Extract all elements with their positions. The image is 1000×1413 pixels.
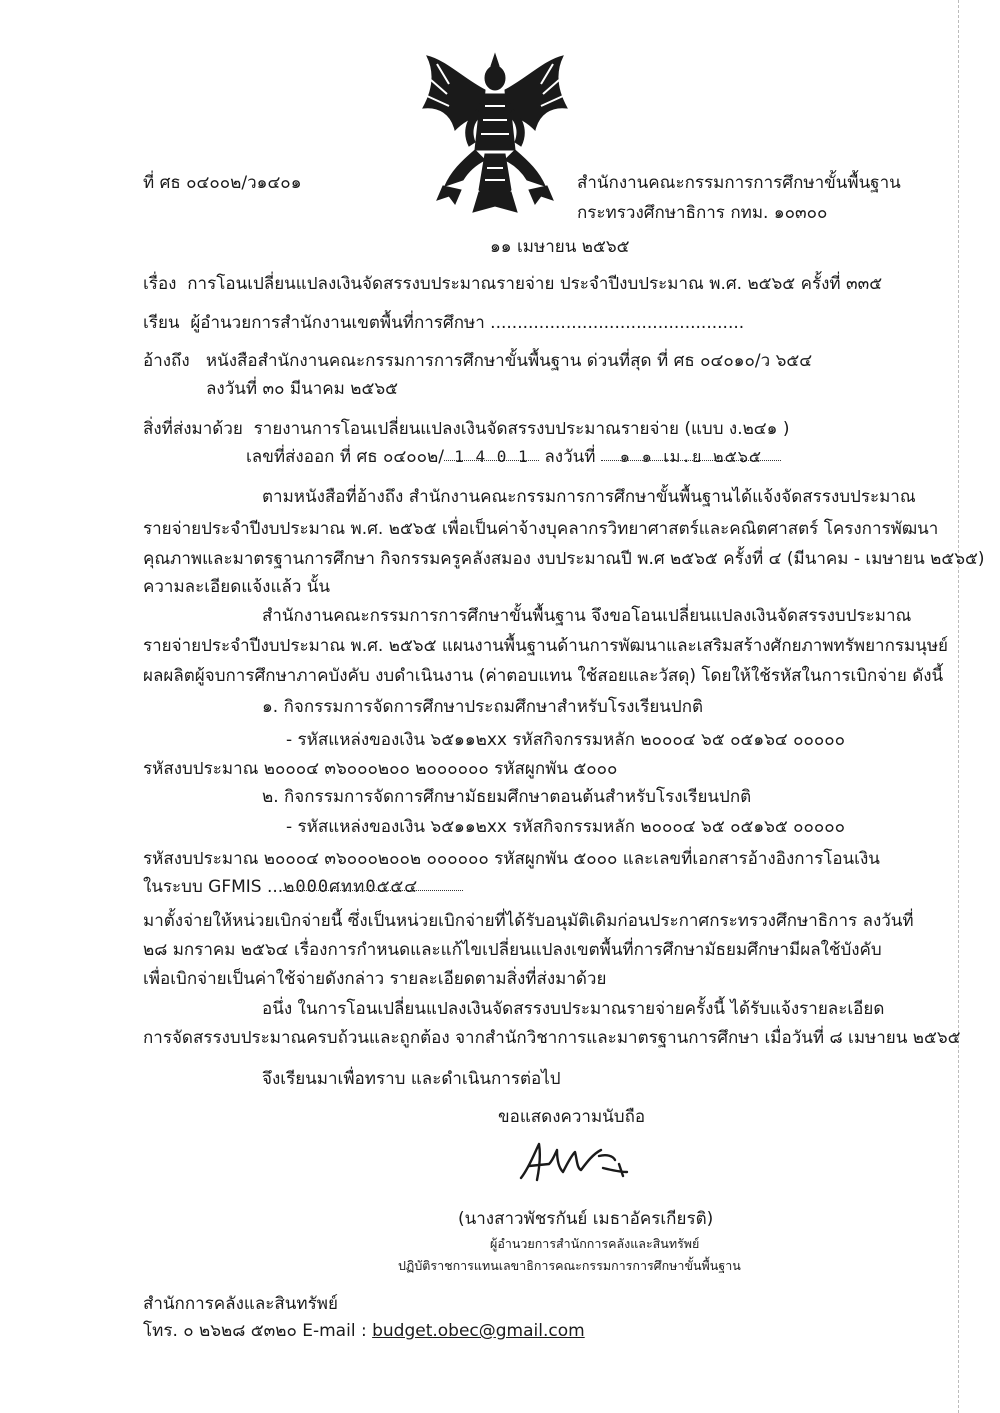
salutation: ขอแสดงความนับถือ: [498, 1107, 646, 1127]
gfmis-label: ในระบบ GFMIS ...: [143, 877, 284, 897]
para3-line2: ๒๘ มกราคม ๒๕๖๔ เรื่องการกำหนดและแก้ไขเปลี่ยนแปลงเขตพื้นที่การศึกษามัธยมศึกษามีผลใช้บังคับ: [143, 940, 882, 960]
para1-line3: คุณภาพและมาตรฐานการศึกษา กิจกรรมครูคลังสมอง งบประมาณปี พ.ศ ๒๕๖๕ ครั้งที่ ๔ (มีนาคม - เมษายน ๒๕๖๕): [143, 549, 985, 569]
signer-title: ผู้อำนวยการสำนักการคลังและสินทรัพย์: [490, 1236, 700, 1251]
para2-line1: สำนักงานคณะกรรมการการศึกษาขั้นพื้นฐาน จึงขอโอนเปลี่ยนแปลงเงินจัดสรรงบประมาณ: [262, 606, 912, 626]
recipient-text: ผู้อำนวยการสำนักงานเขตพื้นที่การศึกษา ...............................................: [190, 313, 745, 333]
export-date-handwritten: ๑ ๑ เม.ย ๒๕๖๕: [601, 446, 781, 461]
document-date: ๑๑ เมษายน ๒๕๖๕: [490, 237, 630, 257]
garuda-emblem-icon: [415, 50, 575, 220]
para3-line1: มาตั้งจ่ายให้หน่วยเบิกจ่ายนี้ ซึ่งเป็นหน่วยเบิกจ่ายที่ได้รับอนุมัติเดิมก่อนประกาศกระทรวงศึกษาธิการ ลงวันที่: [143, 911, 914, 931]
export-number-prefix: เลขที่ส่งออก ที่ ศธ ๐๔๐๐๒/: [246, 447, 444, 467]
para4-line2: การจัดสรรงบประมาณครบถ้วนและถูกต้อง จากสำนักวิชาการและมาตรฐานการศึกษา เมื่อวันที่ ๘ เมษายน ๒๕๖๕: [143, 1028, 961, 1048]
para2-line3: ผลผลิตผู้จบการศึกษาภาคบังคับ งบดำเนินงาน (ค่าตอบแทน ใช้สอยและวัสดุ) โดยให้ใช้รหัสในการเบิกจ่าย ดังนี้: [143, 666, 944, 686]
para1-line2: รายจ่ายประจำปีงบประมาณ พ.ศ. ๒๕๖๕ เพื่อเป็นค่าจ้างบุคลากรวิทยาศาสตร์และคณิตศาสตร์ โครงการพัฒนา: [143, 519, 939, 539]
para2-line2: รายจ่ายประจำปีงบประมาณ พ.ศ. ๒๕๖๕ แผนงานพื้นฐานด้านการพัฒนาและเสริมสร้างศักยภาพทรัพยากรมนุษย์: [143, 636, 949, 656]
reference-number: ที่ ศธ ๐๔๐๐๒/ว๑๔๐๑: [143, 173, 302, 193]
export-date-label: ลงวันที่: [544, 447, 596, 467]
item2-budget: รหัสงบประมาณ ๒๐๐๐๔ ๓๖๐๐๐๒๐๐๒ ๐๐๐๐๐๐ รหัสผูกพัน ๕๐๐๐ และเลขที่เอกสารอ้างอิงการโอนเงิน: [143, 849, 880, 869]
reference-date: ลงวันที่ ๓๐ มีนาคม ๒๕๖๕: [206, 379, 398, 399]
reference-text: หนังสือสำนักงานคณะกรรมการการศึกษาขั้นพื้นฐาน ด่วนที่สุด ที่ ศธ ๐๔๐๑๐/ว ๖๕๔: [205, 351, 813, 371]
enclosure-label: สิ่งที่ส่งมาด้วย: [143, 419, 243, 439]
closing-line: จึงเรียนมาเพื่อทราบ และดำเนินการต่อไป: [262, 1069, 561, 1089]
para3-line3: เพื่อเบิกจ่ายเป็นค่าใช้จ่ายดังกล่าว รายละเอียดตามสิ่งที่ส่งมาด้วย: [143, 969, 607, 989]
export-number-line: [246, 446, 781, 468]
handwritten-signature-icon: [515, 1138, 635, 1188]
para1-line4: ความละเอียดแจ้งแล้ว นั้น: [143, 577, 331, 597]
binding-margin-line: [958, 0, 959, 1413]
gfmis-handwritten-value: ๒000ศทท0๕๕๔: [283, 876, 463, 891]
office-name: สำนักงานคณะกรรมการการศึกษาขั้นพื้นฐาน: [577, 173, 901, 193]
enclosure-text: รายงานการโอนเปลี่ยนแปลงเงินจัดสรรงบประมาณรายจ่าย (แบบ ง.๒๔๑ ): [253, 419, 790, 439]
export-number-handwritten: 1 4 0 1: [444, 446, 539, 461]
footer-email-link[interactable]: budget.obec@gmail.com: [372, 1321, 585, 1341]
subject-line: [143, 273, 882, 295]
footer-department: สำนักการคลังและสินทรัพย์: [143, 1294, 338, 1314]
item1-title: ๑. กิจกรรมการจัดการศึกษาประถมศึกษาสำหรับโรงเรียนปกติ: [262, 697, 704, 717]
subject-label: เรื่อง: [143, 274, 177, 294]
footer-contact: [143, 1320, 585, 1342]
item2-title: ๒. กิจกรรมการจัดการศึกษามัธยมศึกษาตอนต้นสำหรับโรงเรียนปกติ: [262, 787, 752, 807]
item1-codes: - รหัสแหล่งของเงิน ๖๕๑๑๒xx รหัสกิจกรรมหลัก ๒๐๐๐๔ ๖๕ ๐๕๑๖๔ ๐๐๐๐๐: [286, 730, 846, 750]
office-address: กระทรวงศึกษาธิการ กทม. ๑๐๓๐๐: [577, 203, 828, 223]
reference-label: อ้างถึง: [143, 351, 190, 371]
reference-line: [143, 350, 812, 372]
item1-budget: รหัสงบประมาณ ๒๐๐๐๔ ๓๖๐๐๐๒๐๐ ๒๐๐๐๐๐๐ รหัสผูกพัน ๕๐๐๐: [143, 759, 618, 779]
enclosure-line: [143, 418, 790, 440]
gfmis-line: [143, 876, 463, 898]
subject-text: การโอนเปลี่ยนแปลงเงินจัดสรรงบประมาณรายจ่าย ประจำปีงบประมาณ พ.ศ. ๒๕๖๕ ครั้งที่ ๓๓๕: [187, 274, 883, 294]
footer-phone: โทร. ๐ ๒๖๒๘ ๕๓๒๐ E-mail :: [143, 1321, 373, 1341]
item2-codes: - รหัสแหล่งของเงิน ๖๕๑๑๒xx รหัสกิจกรรมหลัก ๒๐๐๐๔ ๖๕ ๐๕๑๖๕ ๐๐๐๐๐: [286, 817, 846, 837]
signer-acting-title: ปฏิบัติราชการแทนเลขาธิการคณะกรรมการการศึกษาขั้นพื้นฐาน: [398, 1258, 741, 1273]
para4-line1: อนึ่ง ในการโอนเปลี่ยนแปลงเงินจัดสรรงบประมาณรายจ่ายครั้งนี้ ได้รับแจ้งรายละเอียด: [262, 999, 885, 1019]
recipient-label: เรียน: [143, 313, 180, 333]
recipient-line: [143, 312, 744, 334]
signer-name: (นางสาวพัชรกันย์ เมธาอัครเกียรติ): [458, 1209, 714, 1229]
para1-line1: ตามหนังสือที่อ้างถึง สำนักงานคณะกรรมการการศึกษาขั้นพื้นฐานได้แจ้งจัดสรรงบประมาณ: [262, 487, 916, 507]
